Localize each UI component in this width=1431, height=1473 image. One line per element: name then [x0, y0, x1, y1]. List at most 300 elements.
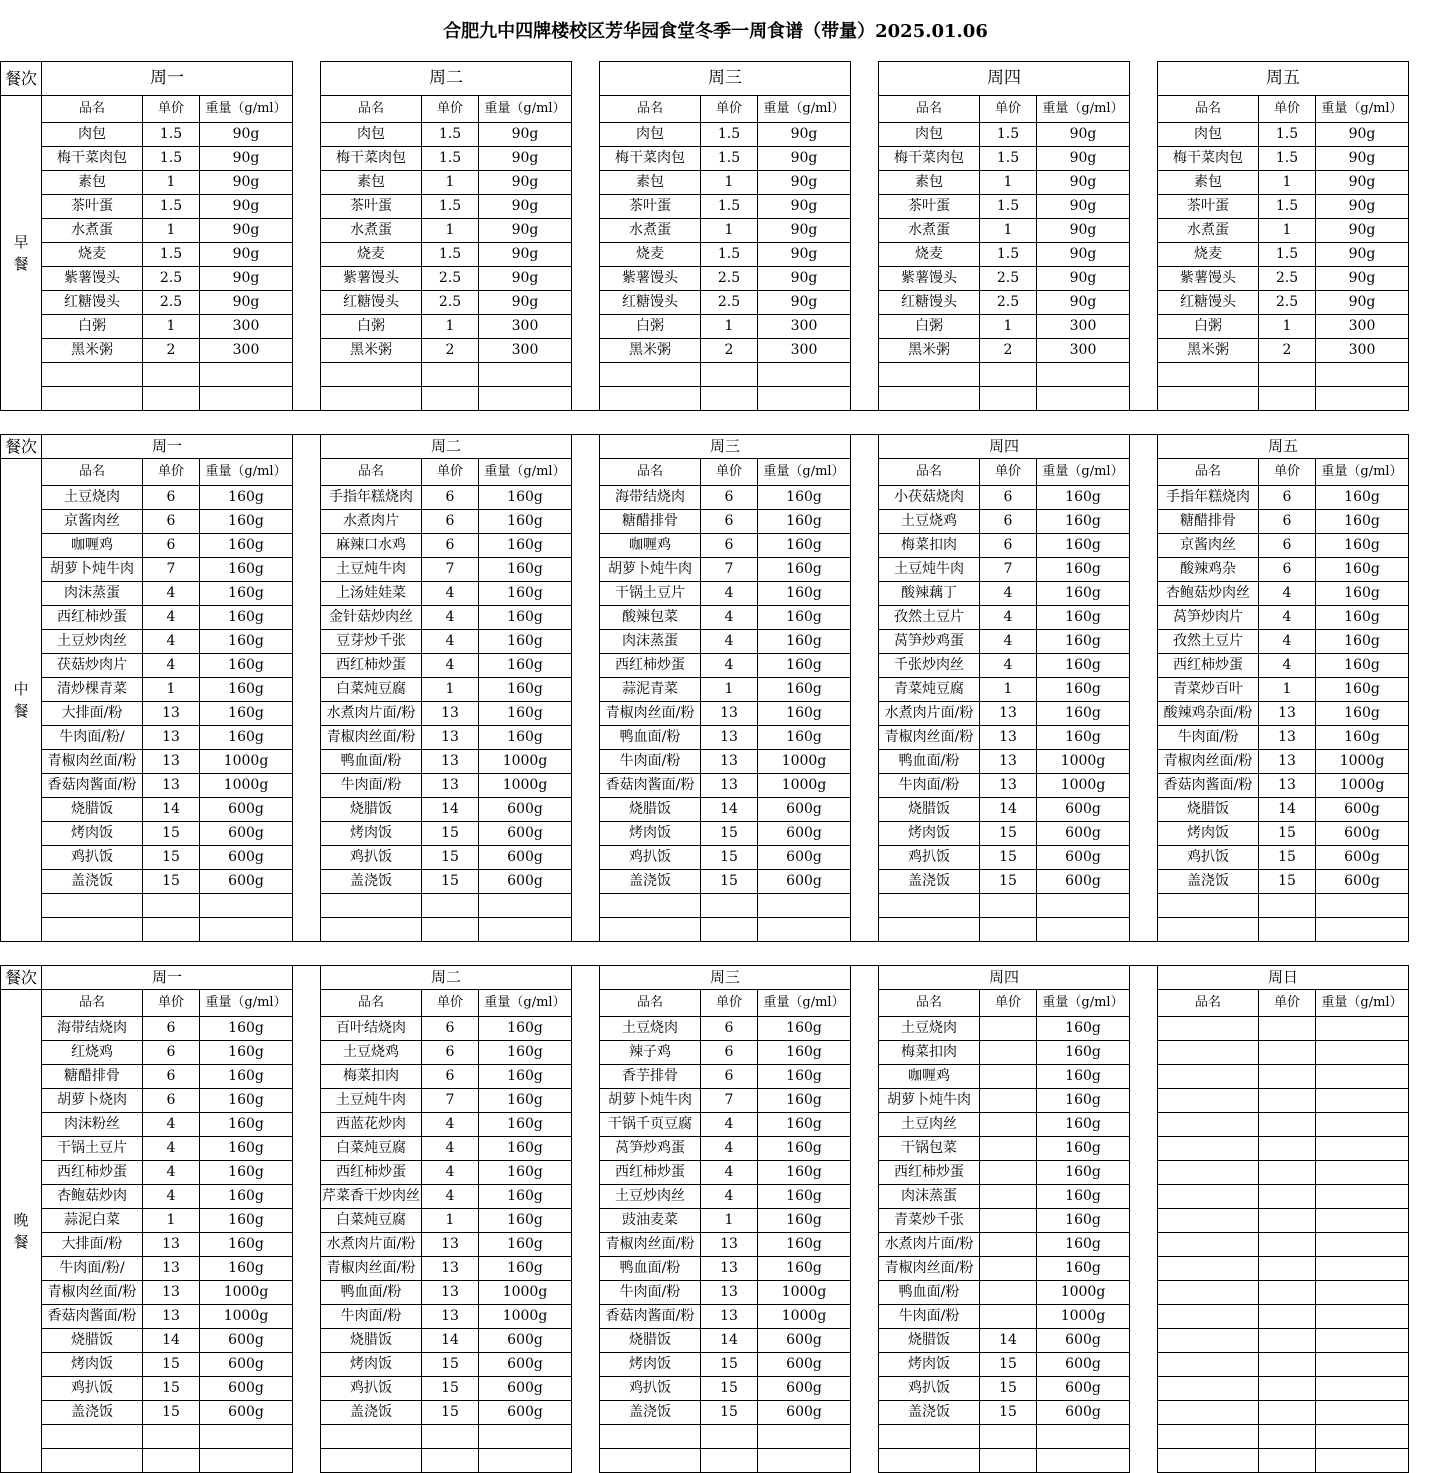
dish-weight	[758, 1425, 851, 1449]
dish-weight: 600g	[200, 1377, 293, 1401]
dish-name	[1158, 1401, 1259, 1425]
dish-price	[422, 387, 479, 411]
dish-weight: 160g	[200, 1185, 293, 1209]
dish-weight: 90g	[479, 147, 572, 171]
gap-cell	[851, 1185, 879, 1209]
dish-name: 青椒肉丝面/粉	[879, 726, 980, 750]
col-header-name: 品名	[1158, 459, 1259, 486]
gap-cell	[293, 291, 321, 315]
dish-name: 土豆炖牛肉	[879, 558, 980, 582]
menu-table	[0, 61, 1409, 1473]
gap-cell	[572, 990, 600, 1017]
dish-name: 酸辣鸡杂	[1158, 558, 1259, 582]
dish-price: 2.5	[980, 291, 1037, 315]
dish-weight	[1316, 918, 1409, 942]
dish-weight: 90g	[1037, 123, 1130, 147]
dish-price: 15	[422, 822, 479, 846]
dish-name: 盖浇饭	[321, 1401, 422, 1425]
gap-cell	[293, 435, 321, 459]
gap-cell	[1130, 486, 1158, 510]
dish-name: 西红柿炒蛋	[600, 654, 701, 678]
dish-weight: 90g	[758, 219, 851, 243]
gap-cell	[851, 966, 879, 990]
dish-weight: 600g	[1037, 870, 1130, 894]
dish-price: 1	[980, 171, 1037, 195]
dish-price: 4	[422, 1113, 479, 1137]
dish-price: 4	[422, 1137, 479, 1161]
dish-weight: 1000g	[1037, 750, 1130, 774]
gap-cell	[1130, 750, 1158, 774]
dish-name: 青椒肉丝面/粉	[600, 1233, 701, 1257]
gap-cell	[572, 96, 600, 123]
dish-name: 孜然土豆片	[879, 606, 980, 630]
dish-weight: 160g	[200, 1257, 293, 1281]
gap-cell	[293, 1377, 321, 1401]
dish-weight: 600g	[758, 798, 851, 822]
dish-name: 白菜炖豆腐	[321, 1137, 422, 1161]
dish-name: 白粥	[42, 315, 143, 339]
dish-weight: 600g	[1316, 870, 1409, 894]
dish-weight: 160g	[758, 606, 851, 630]
dish-weight: 90g	[758, 171, 851, 195]
gap-cell	[1130, 1305, 1158, 1329]
dish-name: 辣子鸡	[600, 1041, 701, 1065]
dish-name: 烧腊饭	[600, 1329, 701, 1353]
dish-weight: 160g	[479, 1137, 572, 1161]
dish-price	[980, 363, 1037, 387]
dish-price	[980, 1257, 1037, 1281]
col-header-name: 品名	[600, 990, 701, 1017]
dish-name: 香菇肉酱面/粉	[42, 774, 143, 798]
dish-name: 烧麦	[321, 243, 422, 267]
dish-name: 手指年糕烧肉	[321, 486, 422, 510]
dish-name: 白粥	[879, 315, 980, 339]
dish-price	[980, 1305, 1037, 1329]
gap-cell	[293, 96, 321, 123]
dish-name: 青椒肉丝面/粉	[1158, 750, 1259, 774]
dish-price: 1	[980, 219, 1037, 243]
dish-name: 干锅土豆片	[600, 582, 701, 606]
dish-weight: 600g	[1037, 798, 1130, 822]
dish-name	[1158, 387, 1259, 411]
dish-price: 15	[143, 1353, 200, 1377]
dish-name: 青椒肉丝面/粉	[321, 1257, 422, 1281]
dish-weight: 600g	[479, 798, 572, 822]
dish-weight: 600g	[200, 870, 293, 894]
gap-cell	[293, 1281, 321, 1305]
dish-price: 14	[980, 1329, 1037, 1353]
gap-cell	[293, 62, 321, 96]
dish-weight: 90g	[200, 171, 293, 195]
dish-price	[980, 1425, 1037, 1449]
gap-cell	[1130, 1281, 1158, 1305]
dish-name: 肉包	[600, 123, 701, 147]
dish-name: 土豆烧肉	[600, 1017, 701, 1041]
dish-price: 1	[1259, 171, 1316, 195]
day-header: 周一	[42, 435, 293, 459]
dish-weight	[479, 363, 572, 387]
dish-name: 盖浇饭	[600, 870, 701, 894]
dish-name: 土豆烧鸡	[879, 510, 980, 534]
dish-weight: 600g	[758, 1377, 851, 1401]
dish-weight: 600g	[758, 846, 851, 870]
gap-cell	[1130, 1041, 1158, 1065]
dish-weight: 160g	[200, 510, 293, 534]
gap-cell	[572, 582, 600, 606]
gap-cell	[1130, 510, 1158, 534]
dish-name: 烧腊饭	[879, 798, 980, 822]
dish-price: 6	[701, 1065, 758, 1089]
dish-price: 1.5	[143, 123, 200, 147]
dish-weight: 160g	[758, 1209, 851, 1233]
dish-name: 大排面/粉	[42, 1233, 143, 1257]
gap-cell	[572, 315, 600, 339]
dish-name: 牛肉面/粉	[879, 1305, 980, 1329]
dish-weight: 160g	[758, 1089, 851, 1113]
dish-weight: 160g	[479, 606, 572, 630]
dish-price: 4	[1259, 582, 1316, 606]
dish-name: 水煮肉片面/粉	[879, 1233, 980, 1257]
dish-price: 4	[701, 582, 758, 606]
dish-price	[143, 918, 200, 942]
dish-weight	[1316, 1113, 1409, 1137]
gap-cell	[851, 510, 879, 534]
dish-name: 水煮肉片面/粉	[321, 1233, 422, 1257]
dish-weight	[1037, 918, 1130, 942]
dish-name: 茶叶蛋	[1158, 195, 1259, 219]
dish-weight: 160g	[1316, 630, 1409, 654]
dish-name: 素包	[321, 171, 422, 195]
gap-cell	[572, 171, 600, 195]
gap-cell	[293, 1185, 321, 1209]
col-header-price: 单价	[422, 990, 479, 1017]
dish-price: 15	[422, 1401, 479, 1425]
gap-cell	[1130, 435, 1158, 459]
gap-cell	[1130, 1209, 1158, 1233]
dish-name: 香菇肉酱面/粉	[600, 1305, 701, 1329]
meal-label-char: 中	[13, 680, 29, 698]
gap-cell	[1130, 1425, 1158, 1449]
dish-name: 牛肉面/粉	[321, 774, 422, 798]
gap-cell	[1130, 1401, 1158, 1425]
dish-price: 1.5	[1259, 195, 1316, 219]
dish-name: 梅干菜肉包	[879, 147, 980, 171]
gap-cell	[293, 267, 321, 291]
dish-name: 鸭血面/粉	[321, 750, 422, 774]
dish-price	[980, 387, 1037, 411]
dish-price: 1.5	[980, 243, 1037, 267]
dish-name	[879, 1449, 980, 1473]
dish-weight: 160g	[479, 1257, 572, 1281]
dish-name: 黑米粥	[1158, 339, 1259, 363]
gap-cell	[851, 1377, 879, 1401]
gap-cell	[851, 1305, 879, 1329]
dish-name: 豆芽炒千张	[321, 630, 422, 654]
gap-cell	[851, 1161, 879, 1185]
dish-price: 4	[980, 582, 1037, 606]
gap-cell	[851, 630, 879, 654]
gap-cell	[572, 195, 600, 219]
dish-price: 15	[422, 1377, 479, 1401]
gap-cell	[572, 966, 600, 990]
dish-name: 盖浇饭	[879, 870, 980, 894]
dish-price	[980, 1209, 1037, 1233]
dish-price: 6	[1259, 558, 1316, 582]
gap-cell	[851, 894, 879, 918]
dish-price: 13	[701, 726, 758, 750]
dish-price	[422, 1425, 479, 1449]
col-header-weight: 重量（g/ml）	[1037, 96, 1130, 123]
dish-name: 青椒肉丝面/粉	[42, 1281, 143, 1305]
gap-cell	[1130, 339, 1158, 363]
dish-name: 梅干菜肉包	[600, 147, 701, 171]
dish-price: 6	[143, 1017, 200, 1041]
gap-cell	[851, 387, 879, 411]
dish-price	[1259, 1089, 1316, 1113]
dish-price	[980, 918, 1037, 942]
dish-weight: 600g	[200, 822, 293, 846]
dish-name: 梅菜扣肉	[879, 1041, 980, 1065]
dish-price	[1259, 1257, 1316, 1281]
gap-cell	[1130, 1449, 1158, 1473]
dish-weight: 160g	[479, 510, 572, 534]
dish-weight: 160g	[479, 1209, 572, 1233]
dish-price: 15	[1259, 870, 1316, 894]
dish-price: 1	[701, 171, 758, 195]
col-header-price: 单价	[143, 96, 200, 123]
meal-label-char: 餐	[13, 255, 29, 273]
dish-price: 15	[980, 822, 1037, 846]
meal-label	[1, 990, 42, 1473]
dish-weight: 160g	[479, 1161, 572, 1185]
dish-name: 香菇肉酱面/粉	[42, 1305, 143, 1329]
gap-cell	[572, 147, 600, 171]
dish-price	[422, 894, 479, 918]
dish-price: 6	[701, 1017, 758, 1041]
dish-price: 4	[422, 606, 479, 630]
gap-cell	[851, 435, 879, 459]
dish-weight: 600g	[1316, 846, 1409, 870]
dish-weight: 160g	[758, 1257, 851, 1281]
gap-cell	[293, 894, 321, 918]
dish-name: 香菇肉酱面/粉	[600, 774, 701, 798]
dish-name: 烤肉饭	[42, 1353, 143, 1377]
dish-weight: 160g	[1037, 606, 1130, 630]
dish-name	[42, 387, 143, 411]
gap-cell	[1130, 846, 1158, 870]
col-header-weight: 重量（g/ml）	[758, 459, 851, 486]
dish-name	[1158, 1329, 1259, 1353]
dish-price: 14	[422, 798, 479, 822]
col-header-price: 单价	[701, 990, 758, 1017]
dish-name: 土豆烧肉	[42, 486, 143, 510]
dish-price: 13	[143, 1281, 200, 1305]
dish-weight: 90g	[1316, 219, 1409, 243]
dish-name: 鸭血面/粉	[879, 750, 980, 774]
dish-name: 水煮蛋	[600, 219, 701, 243]
dish-price: 4	[422, 582, 479, 606]
gap-cell	[851, 1113, 879, 1137]
dish-name: 鸭血面/粉	[879, 1281, 980, 1305]
dish-name	[42, 918, 143, 942]
dish-name: 烧腊饭	[879, 1329, 980, 1353]
dish-name: 鸡扒饭	[879, 1377, 980, 1401]
col-header-price: 单价	[422, 459, 479, 486]
dish-name: 牛肉面/粉	[600, 1281, 701, 1305]
dish-name: 肉包	[321, 123, 422, 147]
col-header-weight: 重量（g/ml）	[200, 990, 293, 1017]
col-header-name: 品名	[879, 990, 980, 1017]
dish-price: 6	[143, 1089, 200, 1113]
gap-cell	[572, 1089, 600, 1113]
dish-weight: 160g	[1316, 558, 1409, 582]
dish-name	[1158, 918, 1259, 942]
gap-cell	[293, 195, 321, 219]
gap-cell	[572, 1281, 600, 1305]
dish-name: 蒜泥青菜	[600, 678, 701, 702]
dish-name: 土豆炖牛肉	[321, 1089, 422, 1113]
dish-weight: 160g	[758, 1185, 851, 1209]
dish-price	[1259, 1233, 1316, 1257]
dish-name: 土豆炒肉丝	[600, 1185, 701, 1209]
dish-weight: 90g	[479, 267, 572, 291]
dish-weight: 600g	[1037, 846, 1130, 870]
dish-weight: 160g	[1037, 1209, 1130, 1233]
dish-price: 4	[701, 654, 758, 678]
dish-price: 1	[422, 1209, 479, 1233]
dish-weight: 1000g	[758, 1305, 851, 1329]
dish-price: 7	[143, 558, 200, 582]
dish-weight: 600g	[479, 822, 572, 846]
dish-price	[1259, 1161, 1316, 1185]
dish-price: 1	[1259, 219, 1316, 243]
dish-price: 4	[143, 606, 200, 630]
dish-weight	[1316, 1089, 1409, 1113]
dish-name: 素包	[600, 171, 701, 195]
dish-weight: 1000g	[758, 750, 851, 774]
gap-cell	[293, 846, 321, 870]
dish-name	[321, 918, 422, 942]
dish-name: 青椒肉丝面/粉	[42, 750, 143, 774]
dish-price: 1	[422, 171, 479, 195]
col-header-price: 单价	[701, 96, 758, 123]
dish-price: 4	[143, 1113, 200, 1137]
dish-price: 6	[422, 1065, 479, 1089]
gap-cell	[851, 558, 879, 582]
col-header-weight: 重量（g/ml）	[200, 459, 293, 486]
dish-name: 土豆炖牛肉	[321, 558, 422, 582]
gap-cell	[851, 822, 879, 846]
gap-cell	[293, 534, 321, 558]
gap-cell	[293, 654, 321, 678]
dish-name: 西红柿炒蛋	[1158, 654, 1259, 678]
gap-cell	[293, 171, 321, 195]
gap-cell	[572, 774, 600, 798]
dish-price: 4	[1259, 606, 1316, 630]
dish-name: 烤肉饭	[1158, 822, 1259, 846]
dish-weight: 160g	[1037, 1041, 1130, 1065]
dish-name: 素包	[879, 171, 980, 195]
dish-weight: 160g	[200, 1113, 293, 1137]
dish-price: 13	[143, 1233, 200, 1257]
section-separator	[1, 411, 1409, 435]
gap-cell	[293, 750, 321, 774]
dish-price	[701, 363, 758, 387]
dish-name: 蒜泥白菜	[42, 1209, 143, 1233]
dish-name: 鸡扒饭	[42, 1377, 143, 1401]
gap-cell	[851, 846, 879, 870]
gap-cell	[293, 1233, 321, 1257]
dish-name: 红糖馒头	[321, 291, 422, 315]
dish-weight: 160g	[200, 1233, 293, 1257]
dish-weight: 300	[200, 315, 293, 339]
dish-weight	[479, 1449, 572, 1473]
dish-weight: 90g	[1316, 195, 1409, 219]
dish-weight: 160g	[1037, 1017, 1130, 1041]
dish-weight: 160g	[479, 1017, 572, 1041]
dish-name: 红糖馒头	[42, 291, 143, 315]
dish-price: 2	[422, 339, 479, 363]
dish-weight: 300	[200, 339, 293, 363]
dish-price: 15	[980, 870, 1037, 894]
dish-weight: 300	[1316, 339, 1409, 363]
dish-weight: 1000g	[1037, 774, 1130, 798]
dish-weight: 160g	[758, 1137, 851, 1161]
dish-name: 烧麦	[600, 243, 701, 267]
dish-weight: 90g	[200, 291, 293, 315]
gap-cell	[851, 459, 879, 486]
dish-name: 盖浇饭	[1158, 870, 1259, 894]
dish-price: 13	[701, 1257, 758, 1281]
dish-weight: 90g	[1037, 147, 1130, 171]
gap-cell	[293, 1041, 321, 1065]
dish-price: 7	[701, 558, 758, 582]
dish-name: 红烧鸡	[42, 1041, 143, 1065]
meal-label-char: 晚	[13, 1211, 29, 1229]
dish-name: 鸡扒饭	[321, 1377, 422, 1401]
dish-price: 1	[1259, 315, 1316, 339]
dish-price	[1259, 1377, 1316, 1401]
gap-cell	[572, 1161, 600, 1185]
gap-cell	[572, 291, 600, 315]
dish-weight: 160g	[1037, 582, 1130, 606]
gap-cell	[572, 606, 600, 630]
dish-weight: 160g	[200, 1065, 293, 1089]
dish-weight: 160g	[200, 1209, 293, 1233]
dish-name: 土豆烧鸡	[321, 1041, 422, 1065]
dish-price: 4	[422, 654, 479, 678]
dish-weight	[200, 1449, 293, 1473]
dish-name: 芹菜香干炒肉丝	[321, 1185, 422, 1209]
dish-name	[321, 387, 422, 411]
meal-column-label: 餐次	[1, 435, 42, 459]
dish-weight: 160g	[758, 1017, 851, 1041]
dish-price: 13	[1259, 702, 1316, 726]
col-header-price: 单价	[1259, 990, 1316, 1017]
dish-price: 6	[1259, 510, 1316, 534]
dish-name: 鸡扒饭	[600, 846, 701, 870]
dish-price: 15	[701, 1401, 758, 1425]
dish-weight: 1000g	[1316, 774, 1409, 798]
gap-cell	[1130, 1137, 1158, 1161]
dish-name: 酸辣藕丁	[879, 582, 980, 606]
gap-cell	[572, 267, 600, 291]
dish-name: 盖浇饭	[42, 870, 143, 894]
dish-name: 糖醋排骨	[1158, 510, 1259, 534]
dish-price: 15	[1259, 846, 1316, 870]
gap-cell	[572, 894, 600, 918]
gap-cell	[851, 1281, 879, 1305]
